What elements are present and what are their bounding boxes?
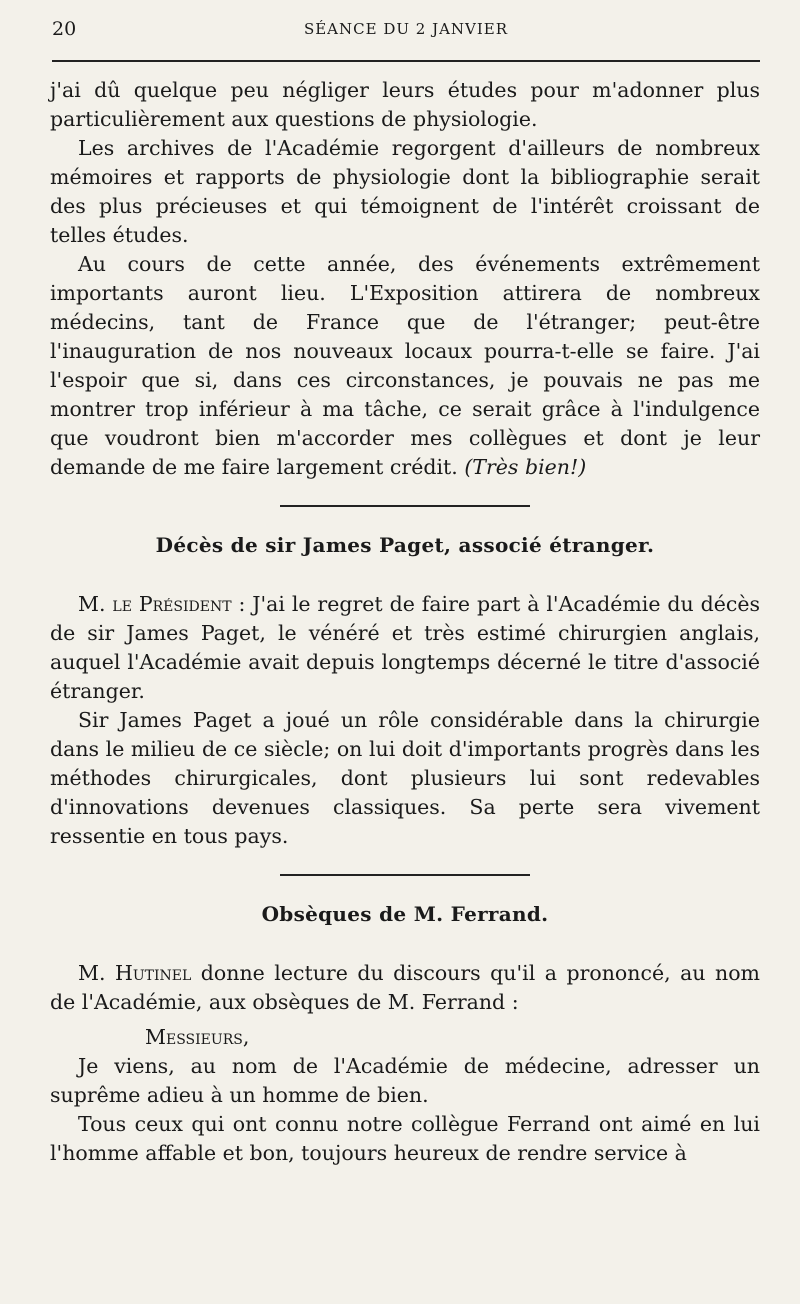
paragraph-archives: Les archives de l'Académie regorgent d'ailleurs de nombreux mémoires et rapports de physiologie dont la bibliographie serait des plus précieuses et qui témoignent de l'intérêt croissant de telles études. xyxy=(50,136,760,247)
speaker-president: M. le Président xyxy=(78,592,232,616)
applause-note: (Très bien!) xyxy=(464,455,587,479)
paragraph-continuation: j'ai dû quelque peu négliger leurs études pour m'adonner plus particulièrement aux questions de physiologie. xyxy=(50,78,760,131)
salutation: Messieurs, xyxy=(145,1025,250,1049)
section-separator xyxy=(280,874,530,876)
running-head: SÉANCE DU 2 JANVIER xyxy=(303,20,509,38)
paragraph-president-text: : J'ai le regret de faire part à l'Académie du décès de sir James Paget, le vénéré et très estimé chirurgien anglais, auquel l'Académie avait depuis longtemps décerné le titre d'associé étranger. xyxy=(50,592,760,703)
header-rule xyxy=(52,60,760,62)
paragraph-hutinel-text: donne lecture du discours qu'il a prononcé, au nom de l'Académie, aux obsèques de M. Ferrand : xyxy=(50,961,760,1014)
paragraph-ferrand: Tous ceux qui ont connu notre collègue Ferrand ont aimé en lui l'homme affable et bon, toujours heureux de rendre service à xyxy=(50,1112,760,1165)
paragraph-paget-role: Sir James Paget a joué un rôle considérable dans la chirurgie dans le milieu de ce siècle; on lui doit d'importants progrès dans les méthodes chirurgicales, dont plusieurs lui sont redevables d'innovations devenues classiques. Sa perte sera vivement ressentie en tous pays. xyxy=(50,708,760,848)
paragraph-events-text: Au cours de cette année, des événements extrêmement importants auront lieu. L'Exposition attirera de nombreux médecins, tant de France que de l'étranger; peut-être l'inauguration de nos nouveaux locaux pourra-t-elle se faire. J'ai l'espoir que si, dans ces circonstances, je pouvais ne pas me montrer trop inférieur à ma tâche, ce serait grâce à l'indulgence que voudront bien m'accorder mes collègues et dont je leur demande de me faire largement crédit. xyxy=(50,252,760,479)
speaker-hutinel: M. Hutinel xyxy=(78,961,192,985)
paragraph-events xyxy=(50,250,760,482)
section-title-ferrand: Obsèques de M. Ferrand. xyxy=(261,902,549,926)
page-header xyxy=(52,18,760,42)
paragraph-president xyxy=(50,590,760,706)
paragraph-hutinel xyxy=(50,959,760,1017)
page-number: 20 xyxy=(52,18,77,40)
section-title-paget: Décès de sir James Paget, associé étranger. xyxy=(155,533,655,557)
paragraph-adieu: Je viens, au nom de l'Académie de médecine, adresser un suprême adieu à un homme de bien. xyxy=(50,1054,760,1107)
body-text xyxy=(50,76,760,1168)
section-separator xyxy=(280,505,530,507)
